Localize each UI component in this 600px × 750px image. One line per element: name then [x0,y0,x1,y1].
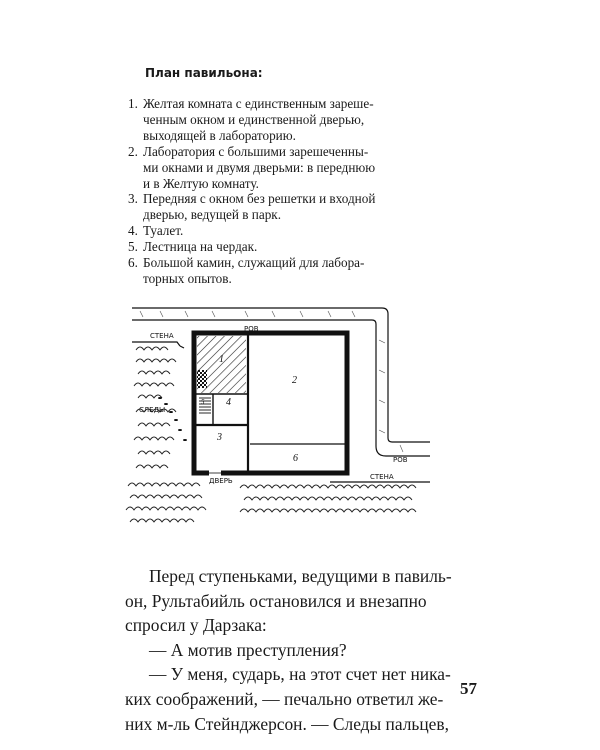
label-stena-bottom: СТЕНА [370,473,394,481]
label-dver: ДВЕРЬ [209,477,233,485]
legend-text: Лестница на чердак. [143,239,258,255]
bushes [126,347,416,522]
legend-num: 3. [128,191,138,207]
plan-title: План павильона: [145,66,263,80]
legend-num: 5. [128,239,138,255]
legend-num: 6. [128,255,138,271]
legend-num: 1. [128,96,138,111]
legend-text: Желтая комната с единственным зареше- ченным окном и единственной дверью, выходящей в лабораторию. [143,96,374,143]
body-text [125,564,500,736]
label-rov-top: РОВ [244,325,259,333]
page-number: 57 [460,679,477,698]
moat [132,308,430,456]
text-line: ких соображений, — печально ответил же- [125,688,444,709]
text-line: спросил у Дарзака: [125,615,267,636]
text-line: он, Рультабийль остановился и внезапно [125,590,427,611]
room-1-detail [197,370,207,388]
room-5-label: 5 [201,398,205,406]
legend-num: 2. [128,143,138,159]
label-rov-right: РОВ [393,456,408,464]
text-line: них м-ль Стейнджерсон. — Следы пальцев, [125,713,449,734]
legend-text: Большой камин, служащий для лабора- торных опытов. [143,255,365,286]
legend-text: Передняя с окном без решетки и входной дверью, ведущей в парк. [143,191,376,223]
legend-num: 4. [128,223,138,239]
label-stena-left: СТЕНА [150,332,174,340]
legend-text: Лаборатория с большими зарешеченны- ми окнами и двумя дверьми: в переднюю и в Желтую комнату. [143,143,376,191]
text-line: Перед ступеньками, ведущими в павиль- [149,566,452,586]
footprints [158,397,187,441]
text-line: — А мотив преступления? [149,639,347,660]
room-1-label: 1 [219,354,224,365]
room-2-label: 2 [292,375,297,386]
label-sledy: СЛЕДЫ [139,406,166,414]
legend-text: Туалет. [143,223,184,239]
room-3-label: 3 [217,432,222,443]
room-4-label: 4 [226,397,231,408]
garden-wall [132,342,430,482]
text-line: — У меня, сударь, на этот счет нет ника- [149,664,451,685]
room-6-label: 6 [293,453,298,464]
